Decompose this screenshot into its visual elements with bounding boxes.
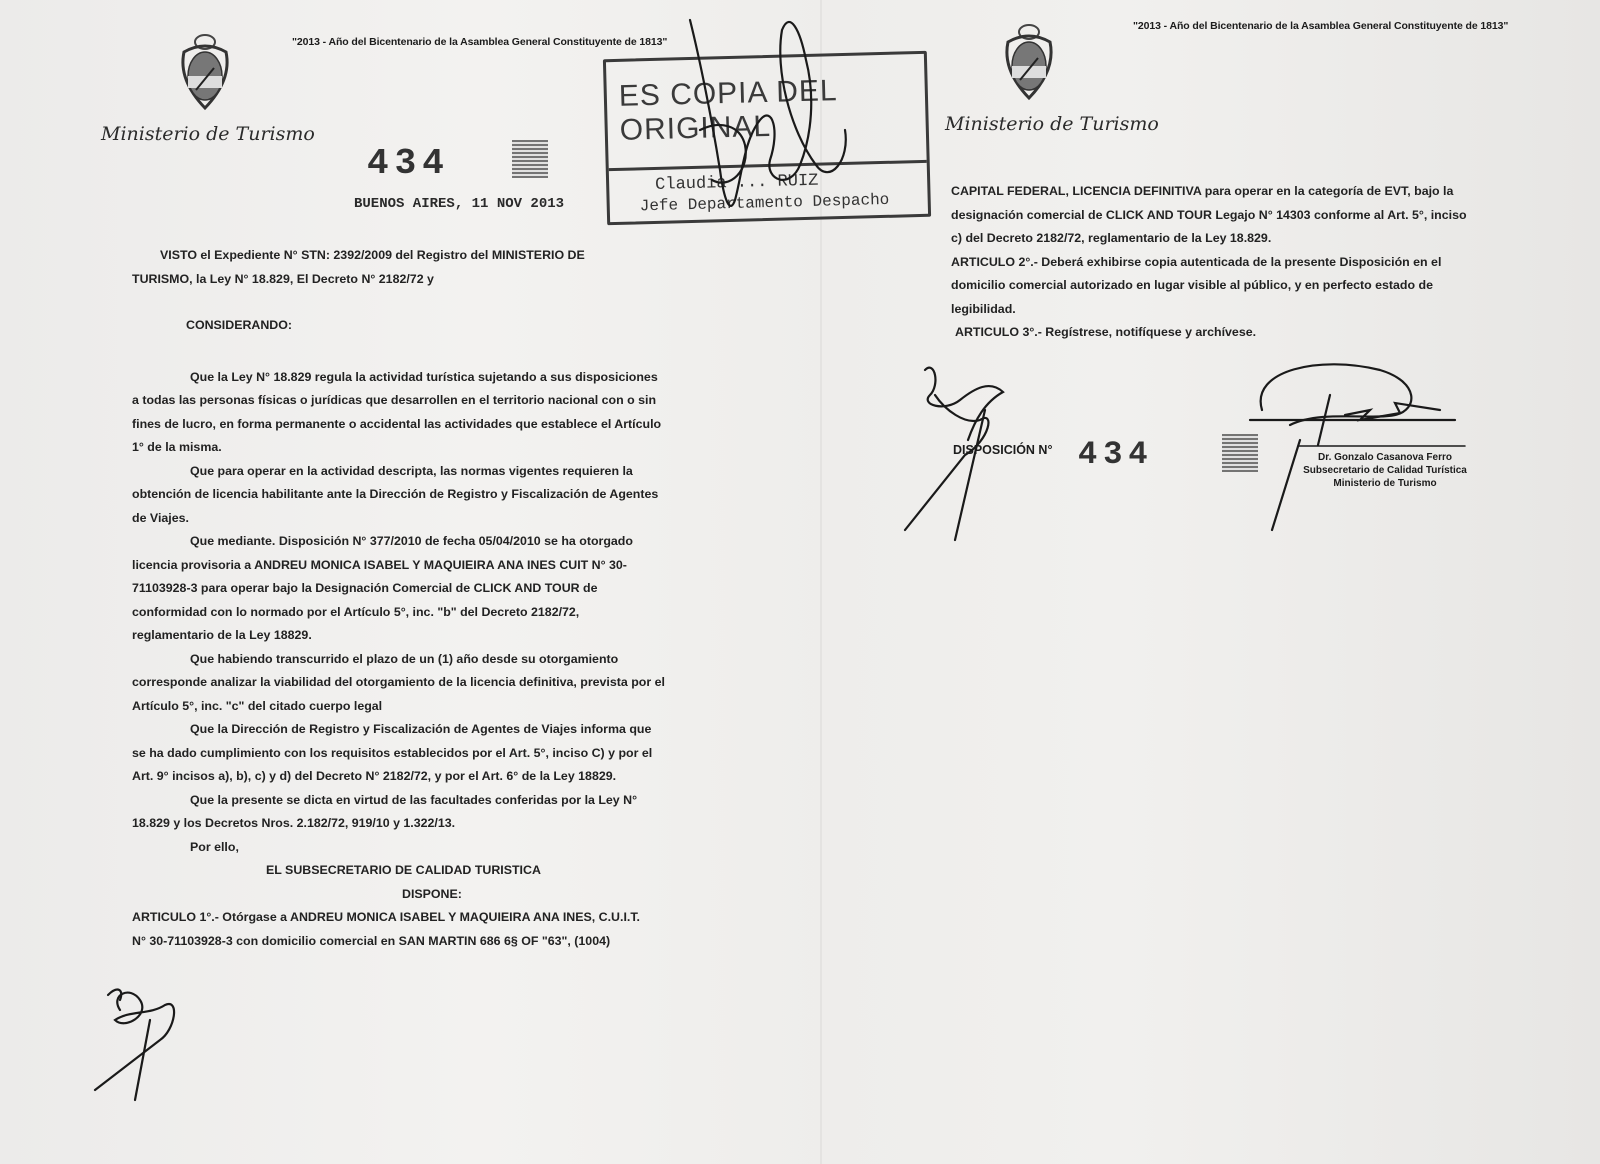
text-line: 1° de la misma. [132,440,222,454]
text-line: ARTICULO 3°.- Regístrese, notifíquese y archívese. [955,325,1257,339]
text-line: N° 30-71103928-3 con domicilio comercial en SAN MARTIN 686 6§ OF "63", (1004) [132,933,611,948]
stamp-divider [609,160,927,171]
text-line: Que mediante. Disposición N° 377/2010 de fecha 05/04/2010 se ha otorgado [190,534,633,548]
coat-of-arms-icon [176,32,234,112]
text-line: Que la Dirección de Registro y Fiscalización de Agentes de Viajes informa que [190,722,652,736]
stamp-name: Claudia ... RUIZ [654,171,819,195]
signatory-name: Dr. Gonzalo Casanova Ferro [1318,452,1452,463]
text-line: obtención de licencia habilitante ante la Dirección de Registro y Fiscalización de Agentes [132,487,659,501]
text-line: DISPONE: [402,886,462,901]
text-line: 18.829 y los Decretos Nros. 2.182/72, 919/10 y 1.322/13. [132,816,456,830]
text-line: 71103928-3 para operar bajo la Designación Comercial de CLICK AND TOUR de [132,581,598,595]
stamp-title: ES COPIA DEL ORIGINAL [618,74,837,147]
text-line: designación comercial de CLICK AND TOUR Legajo N° 14303 conforme al Art. 5°, inciso [951,207,1467,222]
text-line: Que la Ley N° 18.829 regula la actividad turística sujetando a sus disposiciones [190,369,658,384]
signatory-ministry: Ministerio de Turismo [1333,478,1437,489]
document-number: 434 [367,143,450,184]
signatory-block [1285,451,1485,490]
text-line: TURISMO, la Ley N° 18.829, El Decreto N° 2182/72 y [132,271,434,286]
text-line: a todas las personas físicas o jurídicas que desarrollen en el territorio nacional con o sin [132,393,657,407]
section-heading: CONSIDERANDO: [186,318,293,332]
text-line: EL SUBSECRETARIO DE CALIDAD TURISTICA [266,863,541,877]
document-date: BUENOS AIRES, 11 NOV 2013 [354,196,565,212]
text-line: Que la presente se dicta en virtud de las facultades conferidas por la Ley N° [190,792,638,807]
text-line: Art. 9° incisos a), b), c) y d) del Decreto N° 2182/72, y por el Art. 6° de la Ley 18829. [132,769,617,783]
text-line: ARTICULO 1°.- Otórgase a ANDREU MONICA ISABEL Y MAQUIEIRA ANA INES, C.U.I.T. [132,910,640,924]
text-line: domicilio comercial autorizado en lugar visible al público, y en perfecto estado de [951,278,1433,292]
disposicion-label: DISPOSICIÓN N° [953,443,1053,457]
text-line: Que para operar en la actividad descripta, las normas vigentes requieren la [190,463,633,478]
stamp-role: Jefe Departamento Despacho [639,190,890,216]
year-motto-left: "2013 - Año del Bicentenario de la Asamblea General Constituyente de 1813" [292,36,668,48]
left-page-body [132,244,712,953]
disposicion-number: 434 [1078,436,1154,473]
text-line: conformidad con lo normado por el Artículo 5°, inc. "b" del Decreto 2182/72, [132,604,580,619]
text-line: fines de lucro, en forma permanente o accidental las actividades que establece el Artículo [132,416,662,431]
text-line: c) del Decreto 2182/72, reglamentario de la Ley 18.829. [951,231,1272,245]
text-line: Que habiendo transcurrido el plazo de un (1) año desde su otorgamiento [190,651,619,666]
coat-of-arms-icon [1000,22,1058,102]
signatory-title: Subsecretario de Calidad Turística [1303,465,1467,476]
ministry-name-left: Ministerio de Turismo [101,123,315,145]
certified-copy-stamp [603,51,931,225]
text-line: se ha dado cumplimiento con los requisitos establecidos por el Art. 5°, inciso C) y por el [132,745,653,760]
security-mark [1222,434,1258,472]
text-line: VISTO el Expediente N° STN: 2392/2009 del Registro del MINISTERIO DE [160,248,585,262]
security-mark [512,140,548,178]
text-line: CAPITAL FEDERAL, LICENCIA DEFINITIVA para operar en la categoría de EVT, bajo la [951,184,1454,198]
right-page-body [951,180,1541,345]
text-line: ARTICULO 2°.- Deberá exhibirse copia autenticada de la presente Disposición en el [951,254,1442,269]
text-line: de Viajes. [132,510,189,525]
text-line: Por ello, [190,839,239,854]
year-motto-right: "2013 - Año del Bicentenario de la Asamblea General Constituyente de 1813" [1133,20,1509,32]
text-line: legibilidad. [951,301,1016,316]
ministry-name-right: Ministerio de Turismo [945,113,1159,135]
text-line: reglamentario de la Ley 18829. [132,628,312,642]
text-line: corresponde analizar la viabilidad del otorgamiento de la licencia definitiva, prevista por el [132,675,665,689]
text-line: Artículo 5°, inc. "c" del citado cuerpo legal [132,698,383,713]
text-line: licencia provisoria a ANDREU MONICA ISABEL Y MAQUIEIRA ANA INES CUIT N° 30- [132,557,627,572]
